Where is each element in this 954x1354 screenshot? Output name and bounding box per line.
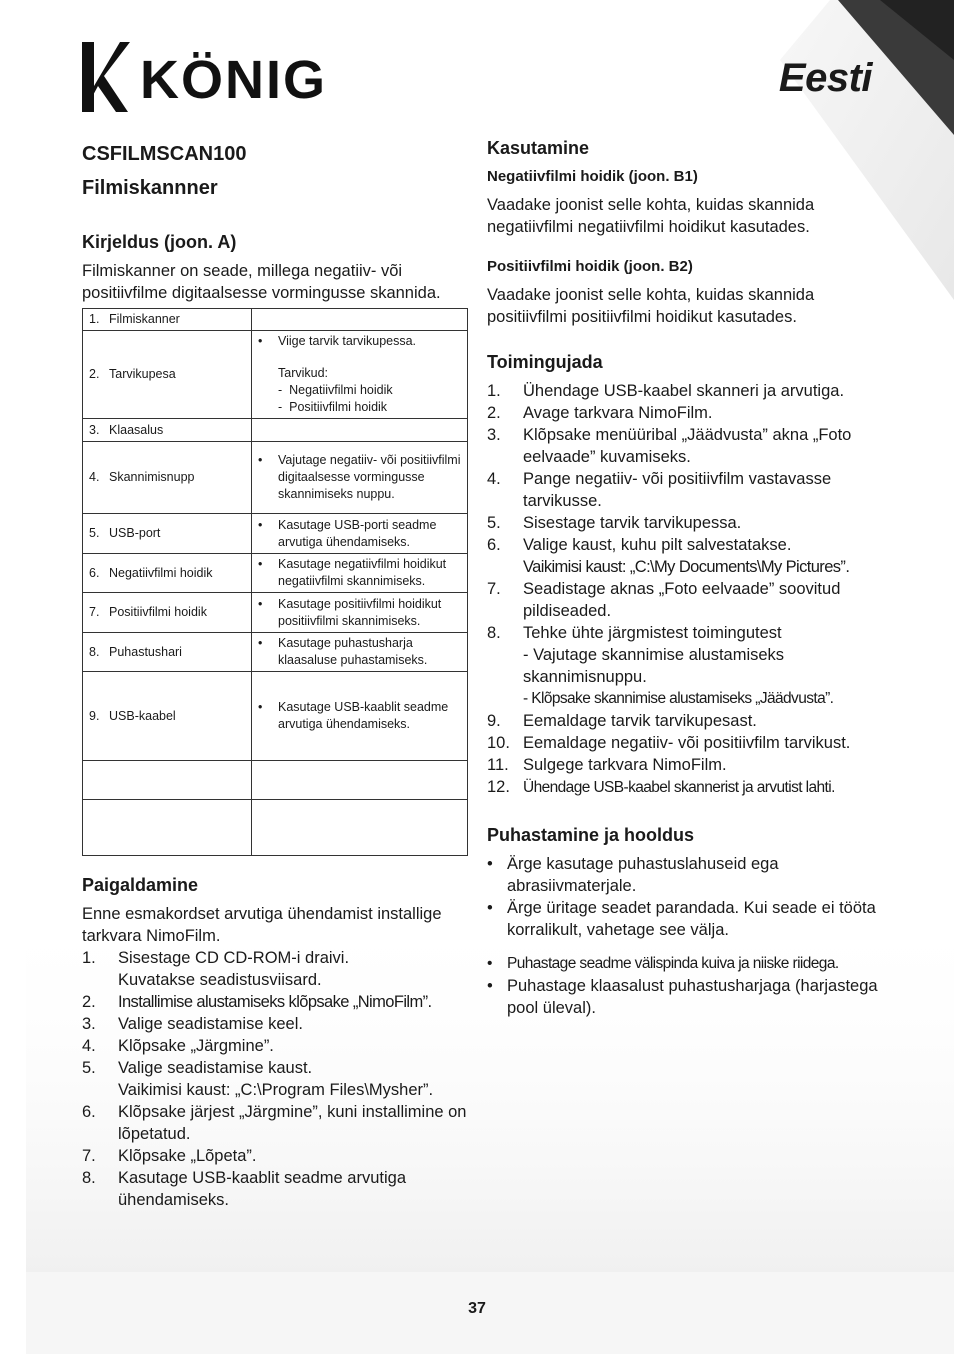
list-item: • Puhastage klaasalust puhastusharjaga (harjastega pool üleval). — [487, 975, 879, 1019]
konig-logo — [80, 40, 336, 119]
list-item: 1. Sisestage CD CD-ROM-i draivi. Kuvatakse seadistusviisard. — [82, 949, 350, 989]
table-row — [83, 672, 468, 761]
parts-table — [82, 308, 468, 856]
list-item: 10. Eemaldage negatiiv- või positiivfilm tarvikust. — [487, 734, 851, 752]
table-row — [83, 514, 468, 554]
part-name: Klaasalus — [109, 422, 164, 437]
description-text: Filmiskanner on seade, millega negatiiv- või positiivfilme digitaalsesse vormingusse skannida. — [82, 262, 441, 302]
positive-holder-text: Vaadake joonist selle kohta, kuidas skannida positiivfilmi positiivfilmi hoidikut kasutades. — [487, 286, 815, 326]
part-description: • Kasutage USB-porti seadme arvutiga ühendamiseks. — [258, 517, 461, 551]
list-item: 2. Avage tarkvara NimoFilm. — [487, 404, 713, 422]
list-item: 3. Klõpsake menüüribal „Jäädvusta” akna „Foto eelvaade” kuvamiseks. — [487, 426, 852, 466]
part-description — [252, 419, 468, 442]
list-item: • Puhastage seadme välispinda kuiva ja niiske riidega. — [487, 953, 879, 975]
list-item: 6. Valige kaust, kuhu pilt salvestatakse. Vaikimisi kaust: „C:\My Documents\My Pictures”. — [487, 536, 850, 576]
part-number: 2. — [89, 367, 100, 381]
left-column — [82, 136, 468, 1211]
part-number: 7. — [89, 605, 100, 619]
part-name: Filmiskanner — [109, 312, 180, 326]
accessories-label: Tarvikud: — [278, 366, 329, 380]
part-number: 1. — [89, 312, 100, 326]
table-row — [83, 419, 468, 442]
install-intro: Enne esmakordset arvutiga ühendamist installige tarkvara NimoFilm. — [82, 905, 442, 945]
list-item: 4. Klõpsake „Järgmine”. — [82, 1037, 274, 1055]
table-row-empty — [83, 761, 468, 800]
list-item: • Ärge üritage seadet parandada. Kui seade ei tööta korralikult, vahetage see välja. — [487, 897, 879, 941]
procedure-steps — [487, 380, 879, 799]
part-description: • Viige tarvik tarvikupessa. — [258, 333, 461, 350]
list-item: 11. Sulgege tarkvara NimoFilm. — [487, 756, 727, 774]
product-name: Filmiskannner — [82, 177, 218, 199]
install-steps — [82, 947, 468, 1211]
list-item: 7. Seadistage aknas „Foto eelvaade” soovitud pildiseaded. — [487, 580, 841, 620]
language-label: Eesti — [778, 56, 872, 100]
part-description: • Kasutage positiivfilmi hoidikut positiivfilmi skannimiseks. — [258, 596, 461, 630]
table-row-empty — [83, 800, 468, 856]
table-row — [83, 633, 468, 672]
table-row — [83, 309, 468, 331]
konig-logo-mark — [80, 40, 336, 114]
positive-holder-heading: Positiivfilmi hoidik (joon. B2) — [487, 258, 693, 275]
description-heading: Kirjeldus (joon. A) — [82, 232, 237, 252]
part-name: Skannimisnupp — [109, 470, 195, 484]
list-item: 8. Kasutage USB-kaablit seadme arvutiga ühendamiseks. — [82, 1169, 406, 1209]
part-name: Positiivfilmi hoidik — [109, 605, 207, 619]
list-item: 6. Klõpsake järjest „Järgmine”, kuni installimine on lõpetatud. — [82, 1103, 467, 1143]
table-row — [83, 331, 468, 419]
part-number: 5. — [89, 526, 100, 540]
negative-holder-heading: Negatiivfilmi hoidik (joon. B1) — [487, 168, 698, 185]
part-number: 4. — [89, 470, 100, 484]
part-name: Negatiivfilmi hoidik — [109, 565, 213, 580]
list-item: 4. Pange negatiiv- või positiivfilm vastavasse tarvikusse. — [487, 470, 832, 510]
part-description: • Vajutage negatiiv- või positiivfilmi digitaalsesse vormingusse skannimiseks nuppu. — [258, 452, 461, 503]
list-item: 7. Klõpsake „Lõpeta”. — [82, 1147, 257, 1165]
table-row — [83, 554, 468, 593]
install-heading: Paigaldamine — [82, 875, 199, 895]
list-item: 5. Sisestage tarvik tarvikupessa. — [487, 514, 742, 532]
usage-heading: Kasutamine — [487, 138, 590, 158]
list-item: 9. Eemaldage tarvik tarvikupesast. — [487, 712, 757, 730]
part-description: • Kasutage negatiivfilmi hoidikut negatiivfilmi skannimiseks. — [258, 556, 461, 590]
list-item: 1. Ühendage USB-kaabel skanneri ja arvutiga. — [487, 382, 845, 400]
part-description — [252, 309, 468, 331]
model-number: CSFILMSCAN100 — [82, 143, 247, 165]
negative-holder-text: Vaadake joonist selle kohta, kuidas skannida negatiivfilmi negatiivfilmi hoidikut kasutades. — [487, 196, 815, 236]
procedure-heading: Toimingujada — [487, 352, 603, 372]
list-item: 2. Installimise alustamiseks klõpsake „NimoFilm”. — [82, 993, 432, 1011]
part-name: Puhastushari — [109, 644, 182, 659]
part-number: 9. — [89, 708, 100, 723]
part-number: 6. — [89, 565, 100, 580]
accessory-item: - Negatiivfilmi hoidik — [278, 383, 393, 397]
part-description: • Kasutage USB-kaablit seadme arvutiga ühendamiseks. — [258, 699, 461, 733]
list-item: 8. Tehke ühte järgmistest toimingutest - Vajutage skannimise alustamiseks skannimisnuppu. - Klõpsake skannimise alustamiseks „Jäädvusta”. — [487, 624, 834, 707]
table-row — [83, 442, 468, 514]
part-name: Tarvikupesa — [109, 367, 176, 381]
part-number: 8. — [89, 644, 100, 659]
table-row — [83, 593, 468, 633]
list-item: 3. Valige seadistamise keel. — [82, 1015, 303, 1033]
part-name: USB-port — [109, 526, 161, 540]
page-number: 37 — [468, 1300, 486, 1317]
part-description: • Kasutage puhastusharja klaasaluse puhastamiseks. — [258, 635, 461, 669]
part-name: USB-kaabel — [109, 708, 176, 723]
brand-name: KÖNIG — [140, 50, 328, 110]
accessory-item: - Positiivfilmi hoidik — [278, 400, 388, 414]
part-number: 3. — [89, 422, 100, 437]
care-heading: Puhastamine ja hooldus — [487, 825, 695, 845]
care-list — [487, 853, 879, 1019]
list-item: 12. Ühendage USB-kaabel skannerist ja arvutist lahti. — [487, 778, 835, 796]
list-item: • Ärge kasutage puhastuslahuseid ega abrasiivmaterjale. — [487, 853, 879, 897]
list-item: 5. Valige seadistamise kaust. Vaikimisi kaust: „C:\Program Files\Mysher”. — [82, 1059, 434, 1099]
right-column — [487, 136, 879, 1019]
